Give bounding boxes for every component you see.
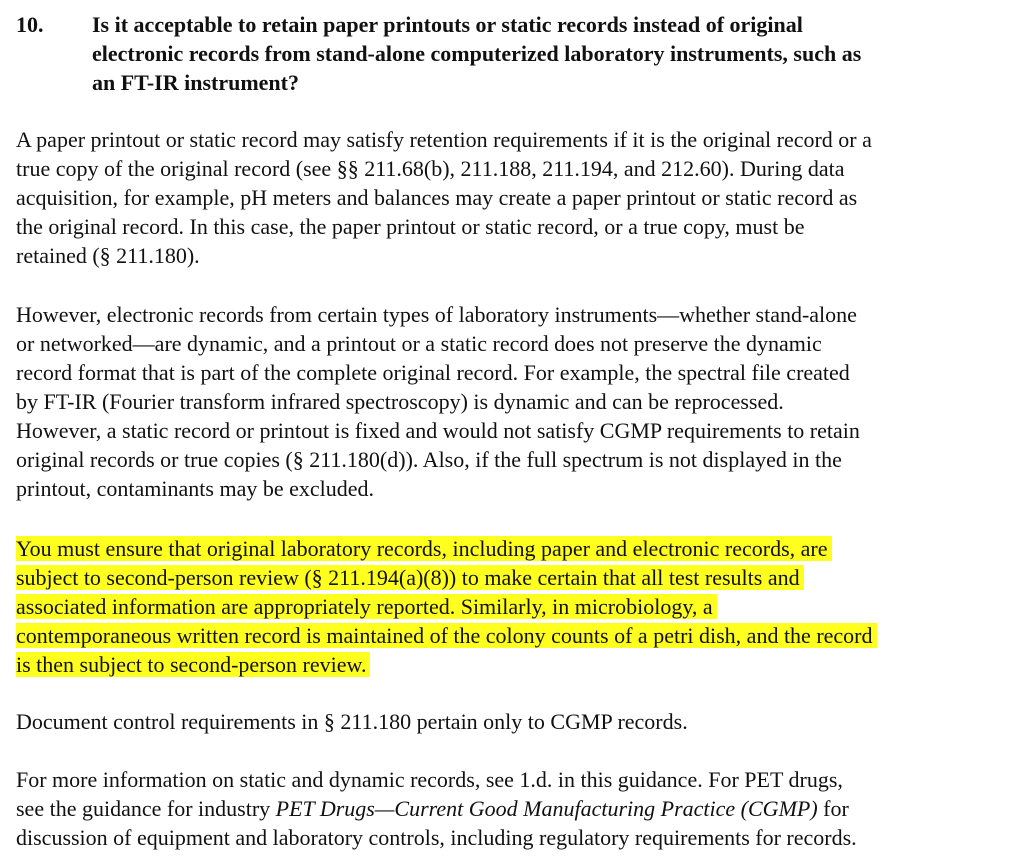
paragraph-line: printout, contaminants may be excluded. <box>16 476 375 501</box>
paragraph-line: Document control requirements in § 211.180 pertain only to CGMP records. <box>16 709 688 734</box>
paragraph-more-information <box>16 765 1016 852</box>
paragraph-line: For more information on static and dynamic records, see 1.d. in this guidance. For PET drugs, <box>16 767 843 792</box>
paragraph-line: retained (§ 211.180). <box>16 243 200 268</box>
paragraph-line: true copy of the original record (see §§ 211.68(b), 211.188, 211.194, and 212.60). During data <box>16 156 845 181</box>
paragraph-line: by FT-IR (Fourier transform infrared spectroscopy) is dynamic and can be reprocessed. <box>16 389 784 414</box>
paragraph-line: original records or true copies (§ 211.180(d)). Also, if the full spectrum is not displayed in the <box>16 447 842 472</box>
question-heading <box>92 10 1002 97</box>
highlighted-line <box>16 592 1016 621</box>
highlight-mark: contemporaneous written record is maintained of the colony counts of a petri dish, and the record <box>16 623 877 648</box>
paragraph-line: However, a static record or printout is fixed and would not satisfy CGMP requirements to retain <box>16 418 860 443</box>
highlight-mark: is then subject to second-person review. <box>16 652 370 677</box>
highlighted-line <box>16 534 1016 563</box>
highlight-mark: You must ensure that original laboratory records, including paper and electronic records, are <box>16 536 832 561</box>
paragraph-highlighted-review <box>16 534 1016 679</box>
paragraph-line: record format that is part of the complete original record. For example, the spectral file created <box>16 360 850 385</box>
paragraph-line: discussion of equipment and laboratory controls, including regulatory requirements for records. <box>16 825 857 850</box>
paragraph-line: A paper printout or static record may satisfy retention requirements if it is the original record or a <box>16 127 872 152</box>
paragraph-line: However, electronic records from certain types of laboratory instruments—whether stand-alone <box>16 302 857 327</box>
paragraph-line: acquisition, for example, pH meters and balances may create a paper printout or static record as <box>16 185 858 210</box>
paragraph-retention <box>16 125 1016 270</box>
highlighted-line <box>16 621 1016 650</box>
text-run: see the guidance for industry <box>16 796 276 821</box>
paragraph-line <box>16 794 1016 823</box>
highlighted-line <box>16 563 1016 592</box>
question-line: electronic records from stand-alone computerized laboratory instruments, such as <box>92 41 862 66</box>
paragraph-line: the original record. In this case, the paper printout or static record, or a true copy, must be <box>16 214 805 239</box>
question-line: an FT-IR instrument? <box>92 70 299 95</box>
paragraph-dynamic-records <box>16 300 1016 503</box>
paragraph-document-control <box>16 707 1016 736</box>
paragraph-line: or networked—are dynamic, and a printout or a static record does not preserve the dynamic <box>16 331 822 356</box>
highlighted-line <box>16 650 1016 679</box>
highlight-mark: associated information are appropriately reported. Similarly, in microbiology, a <box>16 594 717 619</box>
text-run: for <box>817 796 849 821</box>
question-number: 10. <box>16 12 44 37</box>
highlight-mark: subject to second-person review (§ 211.194(a)(8)) to make certain that all test results and <box>16 565 804 590</box>
guidance-title: PET Drugs—Current Good Manufacturing Practice (CGMP) <box>275 796 818 821</box>
question-line: Is it acceptable to retain paper printouts or static records instead of original <box>92 12 803 37</box>
